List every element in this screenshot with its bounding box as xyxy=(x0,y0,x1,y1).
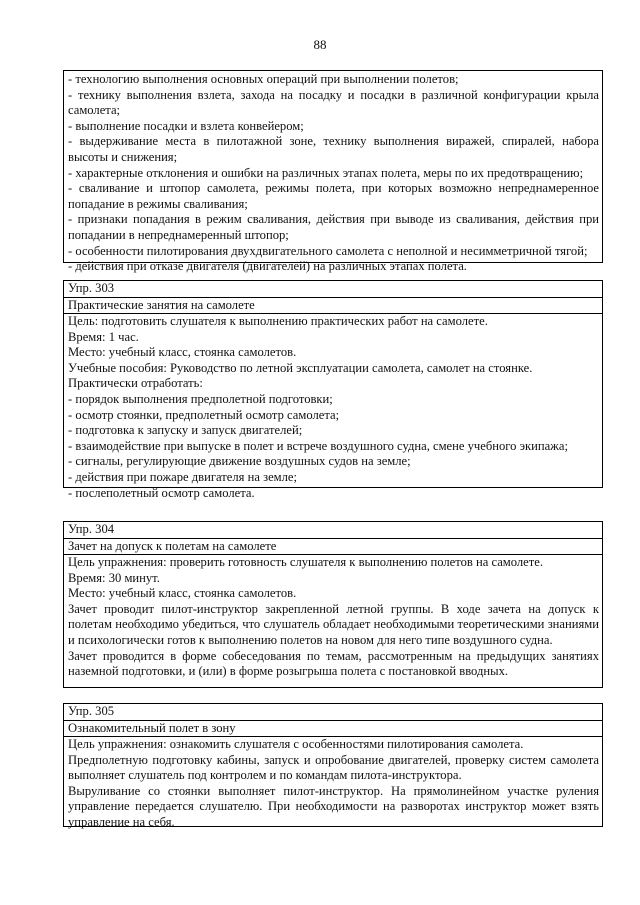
exercise-paragraph: Выруливание со стоянки выполняет пилот-инструктор. На прямолинейном участке руления управление передается слушателю. При необходимости на разворотах инструктор может взять управление на себя. xyxy=(68,783,599,829)
exercise-time: Время: 1 час. xyxy=(68,329,139,344)
exercise-place: Место: учебный класс, стоянка самолетов. xyxy=(68,586,297,601)
list-item: - технику выполнения взлета, захода на посадку и посадки в различной конфигурации крыла самолета; xyxy=(68,87,599,118)
list-item: - действия при отказе двигателя (двигателей) на различных этапах полета. xyxy=(68,259,467,274)
list-item: - выдерживание места в пилотажной зоне, технику выполнения виражей, спиралей, набора высоты и снижения; xyxy=(68,134,599,164)
exercise-title: Зачет на допуск к полетам на самолете xyxy=(68,538,277,553)
exercise-aids: Учебные пособия: Руководство по летной эксплуатации самолета, самолет на стоянке. xyxy=(68,360,533,375)
exercise-number: Упр. 304 xyxy=(68,522,115,536)
exercise-paragraph: Предполетную подготовку кабины, запуск и опробование двигателей, проверку систем самолета выполняет слушатель под контролем и по командам пилота-инструктора. xyxy=(68,752,599,783)
exercise-paragraph: Зачет проводит пилот-инструктор закрепленной летной группы. В ходе зачета на допуск к полетам необходимо убедиться, что слушатель обладает необходимыми теоретическими знаниями и психологически готов к выполнению полетов на новом для него типе воздушного судна. xyxy=(68,601,599,647)
exercise-header xyxy=(64,704,602,721)
exercise-title-row xyxy=(64,298,602,315)
list-item: - подготовка к запуску и запуск двигателей; xyxy=(68,423,303,438)
list-item: - выполнение посадки и взлета конвейером; xyxy=(68,118,304,133)
list-item: - действия при пожаре двигателя на земле; xyxy=(68,469,297,484)
exercise-goal: Цель упражнения: ознакомить слушателя с особенностями пилотирования самолета. xyxy=(68,737,524,751)
exercise-paragraph: Зачет проводится в форме собеседования по темам, рассмотренным на предыдущих занятиях наземной подготовки, и (или) в форме розыгрыша полета с постановкой вводных. xyxy=(68,648,599,679)
exercise-title-row xyxy=(64,721,602,738)
exercise-header xyxy=(64,281,602,298)
exercise-goal: Цель упражнения: проверить готовность слушателя к выполнению полетов на самолете. xyxy=(68,555,544,569)
exercise-title-row xyxy=(64,539,602,556)
exercise-goal: Цель: подготовить слушателя к выполнению практических работ на самолете. xyxy=(68,314,488,328)
exercise-number: Упр. 303 xyxy=(68,281,115,295)
list-item: - признаки попадания в режим сваливания, действия при выводе из сваливания, действия при попадании в непреднамеренный штопор; xyxy=(68,212,599,242)
exercise-number: Упр. 305 xyxy=(68,704,115,718)
list-item: - особенности пилотирования двухдвигательного самолета с неполной и несимметричной тягой; xyxy=(68,243,588,258)
exercise-header xyxy=(64,522,602,539)
list-item: - взаимодействие при выпуске в полет и встрече воздушного судна, смене учебного экипажа; xyxy=(68,438,568,453)
page-number: 88 xyxy=(313,37,327,52)
exercise-303-box xyxy=(63,280,603,500)
training-topics-list xyxy=(63,70,603,274)
list-item: - послеполетный осмотр самолета. xyxy=(68,485,255,500)
exercise-305-box xyxy=(63,703,603,827)
exercise-304-box xyxy=(63,521,603,688)
list-item: - порядок выполнения предполетной подготовки; xyxy=(68,391,333,406)
exercise-title: Ознакомительный полет в зону xyxy=(68,720,236,735)
exercise-place: Место: учебный класс, стоянка самолетов. xyxy=(68,345,297,360)
list-item: - осмотр стоянки, предполетный осмотр самолета; xyxy=(68,407,340,422)
exercise-title: Практические занятия на самолете xyxy=(68,297,255,312)
practice-intro: Практически отработать: xyxy=(68,376,203,391)
list-item: - сваливание и штопор самолета, режимы полета, при которых возможно непреднамеренное попадание в режимы сваливания; xyxy=(68,181,599,211)
list-item: - характерные отклонения и ошибки на различных этапах полета, меры по их предотвращению; xyxy=(68,165,584,180)
list-item: - сигналы, регулирующие движение воздушных судов на земле; xyxy=(68,454,411,469)
exercise-time: Время: 30 минут. xyxy=(68,570,160,585)
list-item: - технологию выполнения основных операций при выполнении полетов; xyxy=(68,72,459,86)
